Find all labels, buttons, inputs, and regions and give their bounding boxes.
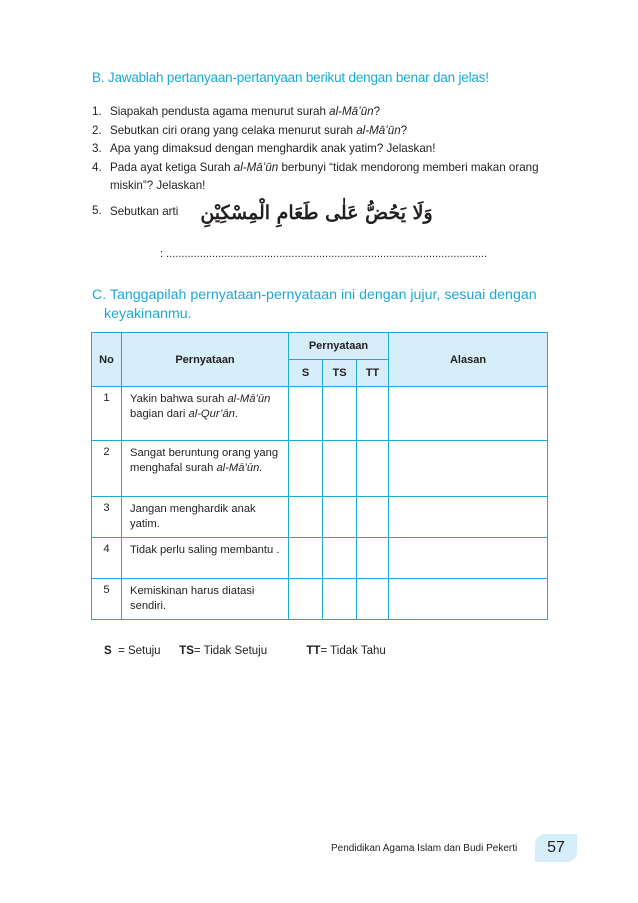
cell-tt[interactable] bbox=[357, 497, 389, 538]
row-statement: Tidak perlu saling membantu . bbox=[122, 538, 289, 579]
answer-line[interactable]: : ......................................................................................................... bbox=[160, 248, 488, 260]
cell-s[interactable] bbox=[289, 387, 323, 441]
row-statement: Kemiskinan harus diatasi sendiri. bbox=[122, 579, 289, 620]
question-text-end: ? bbox=[400, 123, 408, 137]
header-reason: Alasan bbox=[389, 333, 548, 387]
table-row bbox=[92, 497, 548, 538]
header-s: S bbox=[289, 360, 323, 387]
arabic-verse: وَلَا يَحُضُّ عَلٰى طَعَامِ الْمِسْكِيْنِ bbox=[200, 201, 433, 224]
question-italic: al-Mā’ūn bbox=[329, 105, 374, 118]
table-row bbox=[92, 579, 548, 620]
question-number: 4. bbox=[92, 160, 102, 174]
question-text: Siapakah pendusta agama menurut surah bbox=[110, 105, 330, 118]
statement-table bbox=[91, 332, 548, 620]
table-row bbox=[92, 538, 548, 579]
statement-text-end: . bbox=[234, 408, 239, 420]
cell-reason[interactable] bbox=[389, 538, 548, 579]
section-b-title: B. Jawablah pertanyaan-pertanyaan berikut dengan benar dan jelas! bbox=[92, 70, 489, 85]
question-text-end: berbunyi “tidak mendorong memberi makan orang miskin”? Jelaskan! bbox=[110, 160, 539, 192]
question-italic: al-Mā’ūn bbox=[356, 123, 401, 137]
page-number: 57 bbox=[535, 834, 577, 862]
section-c-title-line1: C. Tanggapilah pernyataan-pernyataan ini dengan jujur, sesuai dengan bbox=[92, 287, 537, 303]
question-number: 2. bbox=[92, 123, 102, 137]
legend-tt-key: TT bbox=[306, 645, 321, 657]
statement-italic-2: al-Qur’ān bbox=[188, 408, 235, 420]
row-statement bbox=[122, 387, 289, 441]
question-italic: al-Mā’ūn bbox=[233, 160, 279, 174]
statement-text: Sangat beruntung orang yang menghafal surah bbox=[130, 447, 279, 474]
question-number: 1. bbox=[92, 105, 102, 118]
question-list bbox=[92, 103, 572, 224]
question-text-end: ? bbox=[373, 105, 381, 118]
row-statement bbox=[122, 441, 289, 497]
row-statement: Jangan menghardik anak yatim. bbox=[122, 497, 289, 538]
legend-ts bbox=[179, 645, 303, 657]
question-item bbox=[92, 122, 572, 141]
row-number: 2 bbox=[92, 441, 122, 497]
header-statement: Pernyataan bbox=[122, 333, 289, 387]
cell-reason[interactable] bbox=[389, 497, 548, 538]
header-no: No bbox=[92, 333, 122, 387]
cell-tt[interactable] bbox=[357, 538, 389, 579]
cell-s[interactable] bbox=[289, 497, 323, 538]
question-text: Pada ayat ketiga Surah bbox=[110, 160, 234, 174]
header-tt: TT bbox=[357, 360, 389, 387]
legend-ts-key: TS bbox=[179, 645, 194, 657]
cell-ts[interactable] bbox=[323, 497, 357, 538]
cell-ts[interactable] bbox=[323, 579, 357, 620]
legend bbox=[104, 645, 386, 657]
table-row bbox=[92, 387, 548, 441]
row-number: 4 bbox=[92, 538, 122, 579]
cell-reason[interactable] bbox=[389, 579, 548, 620]
cell-tt[interactable] bbox=[357, 579, 389, 620]
cell-tt[interactable] bbox=[357, 387, 389, 441]
legend-tt bbox=[306, 645, 385, 657]
legend-tt-value: = Tidak Tahu bbox=[320, 645, 386, 657]
legend-s-key: S bbox=[104, 645, 112, 657]
statement-text: Yakin bahwa surah bbox=[130, 393, 228, 405]
question-number: 3. bbox=[92, 142, 102, 155]
row-number: 1 bbox=[92, 387, 122, 441]
row-number: 3 bbox=[92, 497, 122, 538]
question-item bbox=[92, 159, 572, 196]
legend-s-value: = Setuju bbox=[118, 645, 161, 657]
section-c-title bbox=[92, 286, 562, 324]
statement-italic: al-Mā’ūn bbox=[227, 393, 271, 405]
header-statement-group: Pernyataan bbox=[289, 333, 389, 360]
row-number: 5 bbox=[92, 579, 122, 620]
cell-tt[interactable] bbox=[357, 441, 389, 497]
legend-s bbox=[104, 645, 176, 657]
cell-s[interactable] bbox=[289, 538, 323, 579]
statement-italic: al-Mā’ūn. bbox=[216, 462, 263, 474]
statement-text-mid: bagian dari bbox=[130, 408, 189, 420]
section-c-title-line2: keyakinanmu. bbox=[104, 306, 192, 322]
table-row bbox=[92, 441, 548, 497]
footer-book-title: Pendidikan Agama Islam dan Budi Pekerti bbox=[331, 843, 518, 854]
legend-ts-value: = Tidak Setuju bbox=[193, 645, 268, 657]
cell-ts[interactable] bbox=[323, 441, 357, 497]
cell-ts[interactable] bbox=[323, 538, 357, 579]
question-number: 5. bbox=[92, 203, 102, 217]
question-text: Apa yang dimaksud dengan menghardik anak yatim? Jelaskan! bbox=[110, 142, 436, 155]
question-text: Sebutkan ciri orang yang celaka menurut surah bbox=[110, 123, 357, 137]
cell-reason[interactable] bbox=[389, 387, 548, 441]
header-ts: TS bbox=[323, 360, 357, 387]
question-item bbox=[92, 103, 572, 122]
cell-s[interactable] bbox=[289, 579, 323, 620]
cell-reason[interactable] bbox=[389, 441, 548, 497]
cell-s[interactable] bbox=[289, 441, 323, 497]
cell-ts[interactable] bbox=[323, 387, 357, 441]
question-item bbox=[92, 202, 572, 224]
question-item bbox=[92, 140, 572, 159]
question-text: Sebutkan arti bbox=[110, 205, 179, 219]
